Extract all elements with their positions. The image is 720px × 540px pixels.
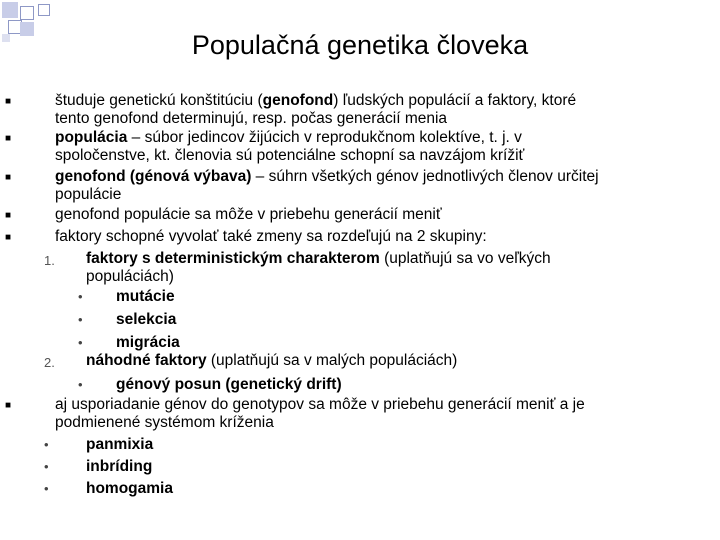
item-line: náhodné faktory (uplatňujú sa v malých populáciách) [86,352,458,369]
bullet-dot-icon: • [44,459,49,474]
deco-square [38,4,50,16]
deco-square [2,2,18,18]
sub-item: inbríding [86,458,153,475]
item-line: genofond (génová výbava) – súhrn všetkých génov jednotlivých členov určitej [55,168,599,185]
bullet-dot-icon: • [44,481,49,496]
item-line: spoločenstve, kt. členovia sú potenciálne schopní sa navzájom krížiť [55,147,525,164]
slide-title: Populačná genetika človeka [191,30,529,60]
bullet-dot-icon: • [78,289,83,304]
item-line: populácie [55,186,122,203]
item-line: populáciách) [86,268,174,285]
sub-item: selekcia [116,311,177,328]
bullet-dot-icon: • [78,377,83,392]
bullet-square-icon: ■ [5,133,12,144]
sub-item: mutácie [116,288,175,305]
item-line: aj usporiadanie génov do genotypov sa môže v priebehu generácií meniť a je [55,396,585,413]
deco-square [20,6,34,20]
bullet-dot-icon: • [44,437,49,452]
sub-item: génový posun (genetický drift) [116,376,342,393]
bullet-dot-icon: • [78,312,83,327]
item-line: podmienené systémom kríženia [55,414,274,431]
bullet-square-icon: ■ [5,400,12,411]
item-line: tento genofond determinujú, resp. počas generácií menia [55,110,448,127]
item-line: študuje genetickú konštitúciu (genofond) ľudských populácií a faktory, ktoré [55,92,577,109]
bullet-square-icon: ■ [5,210,12,221]
bullet-square-icon: ■ [5,232,12,243]
item-line: populácia – súbor jedincov žijúcich v reprodukčnom kolektíve, t. j. v [55,129,522,146]
bullet-square-icon: ■ [5,96,12,107]
item-line: faktory schopné vyvolať také zmeny sa rozdeľujú na 2 skupiny: [55,228,487,245]
list-number: 2. [44,355,55,370]
sub-item: homogamia [86,480,173,497]
sub-item: panmixia [86,436,154,453]
bullet-dot-icon: • [78,335,83,350]
list-number: 1. [44,253,55,268]
bullet-square-icon: ■ [5,172,12,183]
sub-item: migrácia [116,334,180,351]
item-line: genofond populácie sa môže v priebehu generácií meniť [55,206,442,223]
item-line: faktory s deterministickým charakterom (uplatňujú sa vo veľkých [86,250,551,267]
